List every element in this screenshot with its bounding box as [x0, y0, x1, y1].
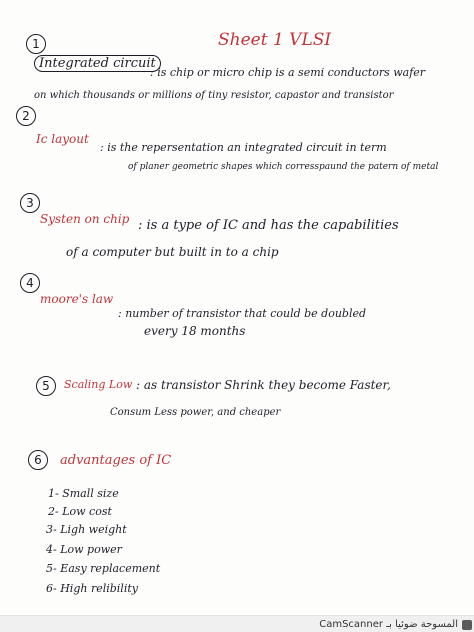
definition-3-line-2: of a computer but built in to a chip: [66, 245, 279, 259]
term-scaling-law: Scaling Low: [64, 378, 133, 391]
footer-bar: [0, 615, 474, 632]
definition-1-line-2: on which thousands or millions of tiny resistor, capastor and transistor: [34, 90, 394, 101]
section-number-6: 6: [28, 450, 48, 470]
section-number-5: 5: [36, 376, 56, 396]
definition-5-line-2: Consum Less power, and cheaper: [110, 407, 281, 418]
definition-5-line-1: : as transistor Shrink they become Faster,: [136, 378, 391, 392]
list-item: 6- High relibility: [46, 582, 138, 595]
section-number-3: 3: [20, 193, 40, 213]
camscanner-logo-icon: [462, 620, 472, 630]
section-number-2: 2: [16, 106, 36, 126]
definition-1-line-1: : is chip or micro chip is a semi conductors wafer: [150, 66, 426, 79]
definition-3-line-1: : is a type of IC and has the capabilities: [138, 218, 399, 233]
term-ic-layout: Ic layout: [36, 132, 89, 146]
term-advantages-of-ic: advantages of IC: [60, 453, 172, 468]
footer-watermark-text: CamScanner المسوحة ضوئيا بـ: [319, 619, 458, 630]
term-moores-law: moore's law: [40, 292, 114, 306]
list-item: 2- Low cost: [48, 505, 112, 518]
definition-2-line-1: : is the repersentation an integrated circuit in term: [100, 141, 387, 154]
sheet-title: Sheet 1 VLSI: [218, 30, 332, 50]
definition-2-line-2: of planer geometric shapes which corresspaund the patern of metal: [128, 162, 439, 172]
list-item: 1- Small size: [48, 487, 119, 500]
definition-4-line-1: : number of transistor that could be doubled: [118, 307, 367, 320]
list-item: 3- Ligh weight: [46, 523, 127, 536]
list-item: 5- Easy replacement: [46, 562, 161, 575]
section-number-4: 4: [20, 273, 40, 293]
term-integrated-circuit: Integrated circuit: [34, 55, 161, 72]
section-number-1: 1: [26, 34, 46, 54]
term-system-on-chip: Systen on chip: [40, 212, 130, 226]
definition-4-line-2: every 18 months: [144, 324, 246, 338]
list-item: 4- Low power: [46, 543, 122, 556]
